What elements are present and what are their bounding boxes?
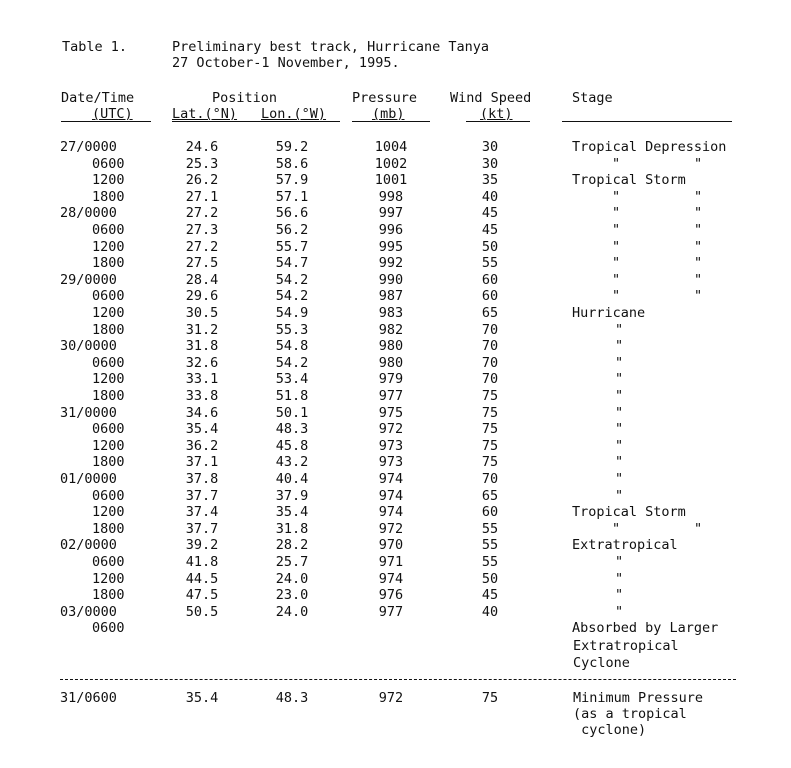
ditto-mark: " [615,554,624,570]
wind-cell: 55 [481,255,499,272]
wind-cell: 30 [481,139,499,155]
ditto-mark: " [694,255,703,272]
header-underline-position [172,121,340,122]
ditto-mark: " [694,288,703,305]
datetime-cell: 1800 [92,454,125,471]
header-position: Position [212,90,278,106]
wind-cell: 75 [481,421,499,438]
lon-cell: 48.3 [275,421,309,438]
lat-cell: 28.4 [185,271,219,288]
table-row [0,405,791,422]
datetime-cell: 01/0000 [60,471,117,487]
wind-cell: 45 [481,222,499,238]
datetime-cell: 1200 [92,371,125,388]
lon-cell: 54.9 [275,305,309,321]
wind-cell: 40 [481,188,499,205]
lat-cell: 35.4 [185,421,219,438]
lon-cell: 23.0 [275,587,309,604]
ditto-mark: " [615,437,624,454]
pressure-cell: 998 [378,188,404,205]
ditto-mark: " [694,205,703,222]
wind-cell: 65 [481,487,499,504]
summary-wind: 75 [481,690,499,706]
ditto-mark: " [612,271,621,288]
datetime-cell: 1800 [92,520,125,537]
pressure-cell: 973 [378,454,404,471]
summary-pressure: 972 [378,690,404,706]
datetime-cell: 1200 [92,570,125,587]
ditto-mark: " [615,321,624,338]
ditto-mark: " [615,421,624,438]
wind-cell: 70 [481,321,499,338]
pressure-cell: 974 [378,471,404,487]
pressure-cell: 976 [378,587,404,604]
ditto-mark: " [612,222,621,238]
lon-cell: 51.8 [275,388,309,404]
table-row [0,521,791,538]
lon-cell: 59.2 [275,139,309,155]
wind-cell: 75 [481,454,499,471]
stage-cell: Tropical Depression [572,139,727,155]
pressure-cell: 974 [378,504,404,521]
header-underline-datetime [61,121,151,122]
wind-cell: 75 [481,388,499,404]
ditto-mark: " [694,188,703,205]
header-lon: Lon.(°W) [261,106,327,122]
lat-cell: 31.8 [185,338,219,355]
header-wind: Wind Speed [450,90,532,106]
lat-cell: 33.1 [185,371,219,388]
table-row [0,189,791,206]
datetime-cell: 1200 [92,238,125,255]
wind-cell: 75 [481,437,499,454]
lon-cell: 45.8 [275,437,309,454]
stage-cell: Extratropical [572,537,678,554]
lat-cell: 37.8 [185,471,219,487]
pressure-cell: 970 [378,537,404,554]
pressure-cell: 983 [378,305,404,321]
lon-cell: 43.2 [275,454,309,471]
lat-cell: 27.2 [185,238,219,255]
lat-cell: 36.2 [185,437,219,454]
pressure-cell: 980 [378,338,404,355]
table-label: Table 1. [62,39,128,55]
ditto-mark: " [612,288,621,305]
datetime-cell: 0600 [92,620,125,637]
summary-lon: 48.3 [275,690,309,706]
ditto-mark: " [615,338,624,355]
dashed-separator [60,679,736,680]
lat-cell: 32.6 [185,354,219,371]
ditto-mark: " [615,587,624,604]
datetime-cell: 0600 [92,155,125,172]
lon-cell: 37.9 [275,487,309,504]
pressure-cell: 987 [378,288,404,305]
header-pressure-unit: (mb) [372,106,405,122]
lat-cell: 34.6 [185,404,219,421]
header-datetime: Date/Time [61,90,135,106]
lon-cell: 54.8 [275,338,309,355]
lat-cell: 37.7 [185,487,219,504]
lon-cell: 25.7 [275,554,309,570]
header-lat: Lat.(°N) [172,106,238,122]
pressure-cell: 997 [378,205,404,222]
pressure-cell: 982 [378,321,404,338]
datetime-cell: 0600 [92,354,125,371]
wind-cell: 45 [481,587,499,604]
table-row [0,488,791,505]
table-row [0,471,791,488]
lon-cell: 28.2 [275,537,309,554]
ditto-mark: " [612,155,621,172]
pressure-cell: 971 [378,554,404,570]
lon-cell: 31.8 [275,520,309,537]
header-pressure: Pressure [352,90,418,106]
datetime-cell: 0600 [92,421,125,438]
datetime-cell: 1200 [92,172,125,189]
header-wind-unit: (kt) [480,106,513,122]
absorbed-line-3: Cyclone [573,655,630,671]
lat-cell: 41.8 [185,554,219,570]
datetime-cell: 0600 [92,222,125,238]
wind-cell: 70 [481,338,499,355]
table-row [0,388,791,405]
lat-cell: 27.2 [185,205,219,222]
ditto-mark: " [615,371,624,388]
header-underline-stage [562,121,732,122]
table-row [0,139,791,156]
stage-cell: Absorbed by Larger [572,620,719,637]
summary-stage-line-2: (as a tropical [573,706,687,722]
stage-cell: Tropical Storm [572,504,686,521]
summary-lat: 35.4 [185,690,219,706]
ditto-mark: " [615,603,624,620]
table-row [0,587,791,604]
lon-cell: 54.2 [275,354,309,371]
table-row [0,338,791,355]
wind-cell: 60 [481,504,499,521]
wind-cell: 70 [481,371,499,388]
wind-cell: 55 [481,537,499,554]
wind-cell: 30 [481,155,499,172]
stage-cell: Hurricane [572,305,646,321]
wind-cell: 65 [481,305,499,321]
lon-cell: 55.7 [275,238,309,255]
table-row [0,172,791,189]
datetime-cell: 1200 [92,504,125,521]
table-row [0,438,791,455]
datetime-cell: 1800 [92,388,125,404]
ditto-mark: " [615,404,624,421]
datetime-cell: 1200 [92,437,125,454]
pressure-cell: 973 [378,437,404,454]
datetime-cell: 0600 [92,554,125,570]
lat-cell: 26.2 [185,172,219,189]
lon-cell: 56.2 [275,222,309,238]
ditto-mark: " [615,487,624,504]
pressure-cell: 992 [378,255,404,272]
table-row [0,571,791,588]
lat-cell: 24.6 [185,139,219,155]
header-stage: Stage [572,90,613,106]
wind-cell: 50 [481,570,499,587]
table-row [0,288,791,305]
datetime-cell: 1200 [92,305,125,321]
datetime-cell: 28/0000 [60,205,117,222]
table-row [0,604,791,621]
ditto-mark: " [612,238,621,255]
lat-cell: 37.4 [185,504,219,521]
lon-cell: 58.6 [275,155,309,172]
lat-cell: 50.5 [185,603,219,620]
ditto-mark: " [694,238,703,255]
header-datetime-unit: (UTC) [92,106,133,122]
lon-cell: 53.4 [275,371,309,388]
lon-cell: 56.6 [275,205,309,222]
wind-cell: 60 [481,288,499,305]
header-underline-wind [466,121,530,122]
ditto-mark: " [612,255,621,272]
table-row [0,421,791,438]
lat-cell: 27.5 [185,255,219,272]
wind-cell: 40 [481,603,499,620]
datetime-cell: 1800 [92,587,125,604]
lon-cell: 55.3 [275,321,309,338]
pressure-cell: 1004 [374,139,408,155]
table-row [0,537,791,554]
ditto-mark: " [615,471,624,487]
table-row [0,322,791,339]
table-title: Preliminary best track, Hurricane Tanya [172,39,489,55]
datetime-cell: 02/0000 [60,537,117,554]
lat-cell: 29.6 [185,288,219,305]
table-row [0,255,791,272]
wind-cell: 50 [481,238,499,255]
datetime-cell: 1800 [92,321,125,338]
datetime-cell: 30/0000 [60,338,117,355]
pressure-cell: 1001 [374,172,408,189]
lon-cell: 57.9 [275,172,309,189]
datetime-cell: 1800 [92,188,125,205]
wind-cell: 70 [481,471,499,487]
lat-cell: 27.1 [185,188,219,205]
ditto-mark: " [612,188,621,205]
pressure-cell: 979 [378,371,404,388]
datetime-cell: 31/0000 [60,404,117,421]
lat-cell: 44.5 [185,570,219,587]
ditto-mark: " [694,271,703,288]
pressure-cell: 974 [378,570,404,587]
table-row [0,620,791,637]
header-underline-pressure [352,121,430,122]
wind-cell: 60 [481,271,499,288]
pressure-cell: 974 [378,487,404,504]
lon-cell: 24.0 [275,603,309,620]
table-row [0,371,791,388]
table-row [0,504,791,521]
lon-cell: 40.4 [275,471,309,487]
datetime-cell: 27/0000 [60,139,117,155]
lon-cell: 57.1 [275,188,309,205]
lat-cell: 30.5 [185,305,219,321]
wind-cell: 75 [481,404,499,421]
table-row [0,156,791,173]
ditto-mark: " [694,222,703,238]
ditto-mark: " [615,570,624,587]
ditto-mark: " [615,454,624,471]
table-row [0,205,791,222]
datetime-cell: 0600 [92,487,125,504]
pressure-cell: 996 [378,222,404,238]
pressure-cell: 990 [378,271,404,288]
lat-cell: 33.8 [185,388,219,404]
ditto-mark: " [612,520,621,537]
ditto-mark: " [694,155,703,172]
table-row [0,305,791,322]
wind-cell: 55 [481,554,499,570]
lat-cell: 47.5 [185,587,219,604]
wind-cell: 70 [481,354,499,371]
ditto-mark: " [612,205,621,222]
summary-stage-line-3: cyclone) [573,722,647,738]
datetime-cell: 0600 [92,288,125,305]
pressure-cell: 975 [378,404,404,421]
ditto-mark: " [615,354,624,371]
lat-cell: 37.1 [185,454,219,471]
lat-cell: 39.2 [185,537,219,554]
pressure-cell: 980 [378,354,404,371]
datetime-cell: 29/0000 [60,271,117,288]
ditto-mark: " [615,388,624,404]
pressure-cell: 977 [378,388,404,404]
pressure-cell: 995 [378,238,404,255]
lat-cell: 25.3 [185,155,219,172]
table-row [0,239,791,256]
lon-cell: 35.4 [275,504,309,521]
lat-cell: 31.2 [185,321,219,338]
wind-cell: 45 [481,205,499,222]
table-row [0,355,791,372]
ditto-mark: " [694,520,703,537]
pressure-cell: 1002 [374,155,408,172]
datetime-cell: 03/0000 [60,603,117,620]
stage-cell: Tropical Storm [572,172,686,189]
lon-cell: 54.2 [275,288,309,305]
table-row [0,222,791,239]
summary-stage-line-1: Minimum Pressure [573,690,704,706]
absorbed-line-2: Extratropical [573,638,679,654]
lat-cell: 37.7 [185,520,219,537]
wind-cell: 55 [481,520,499,537]
lon-cell: 54.7 [275,255,309,272]
datetime-cell: 1800 [92,255,125,272]
table-row [0,554,791,571]
pressure-cell: 977 [378,603,404,620]
pressure-cell: 972 [378,520,404,537]
lon-cell: 54.2 [275,271,309,288]
table-row [0,272,791,289]
wind-cell: 35 [481,172,499,189]
pressure-cell: 972 [378,421,404,438]
summary-datetime: 31/0600 [60,690,117,706]
table-row [0,454,791,471]
lon-cell: 50.1 [275,404,309,421]
lat-cell: 27.3 [185,222,219,238]
table-subtitle: 27 October-1 November, 1995. [172,55,400,71]
lon-cell: 24.0 [275,570,309,587]
